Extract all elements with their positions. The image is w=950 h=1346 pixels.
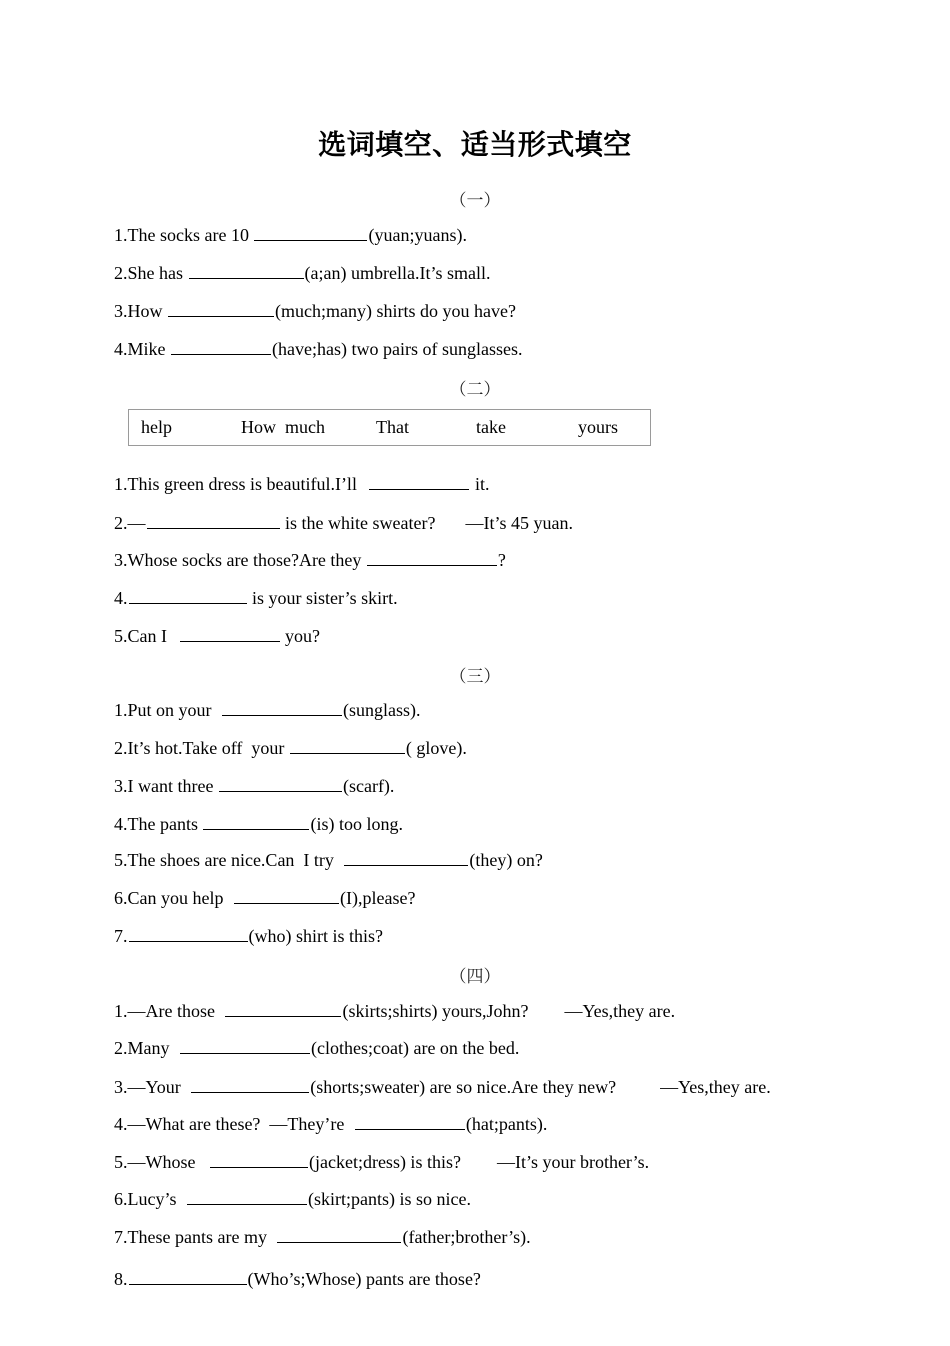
question-text: 4. [114, 588, 128, 608]
question-text: 3.Whose socks are those?Are they [114, 550, 366, 570]
question-text: (is) too long. [310, 814, 403, 834]
question-text: (jacket;dress) is this? [308, 1152, 461, 1172]
question-text: (skirt;pants) is so nice. [308, 1189, 471, 1209]
question-text: 7. [114, 926, 128, 946]
question-text: 4.The pants [114, 814, 203, 834]
answer-blank[interactable] [168, 300, 274, 317]
question-text: 1.The socks are 10 [114, 225, 254, 245]
answer-blank[interactable] [367, 549, 497, 566]
question-text: 2.Many [114, 1038, 174, 1058]
question-text: 4.Mike [114, 339, 170, 359]
question-text: (scarf). [342, 776, 395, 796]
answer-blank[interactable] [180, 1037, 310, 1054]
question-4-7 [114, 1226, 531, 1248]
answer-blank[interactable] [189, 262, 304, 279]
word-bank-item: help [141, 417, 172, 437]
answer-blank[interactable] [210, 1151, 308, 1168]
question-text: it. [470, 474, 490, 494]
question-3-1 [114, 699, 421, 721]
question-text: (have;has) two pairs of sunglasses. [272, 339, 523, 359]
answer-blank[interactable] [225, 1000, 341, 1017]
question-text: is the white sweater? [280, 513, 436, 533]
answer-blank[interactable] [129, 1268, 247, 1285]
answer-blank[interactable] [129, 587, 247, 604]
question-4-3 [114, 1076, 771, 1098]
question-text: 3.—Your [114, 1077, 186, 1097]
question-text: ? [497, 550, 506, 570]
question-4-6 [114, 1188, 471, 1210]
question-3-4 [114, 813, 403, 835]
answer-blank[interactable] [344, 849, 468, 866]
question-3-5 [114, 849, 543, 871]
question-text: 1.—Are those [114, 1001, 220, 1021]
word-bank [128, 409, 651, 446]
question-4-4 [114, 1113, 547, 1135]
question-text: 2.She has [114, 263, 188, 283]
section-heading-4: （四） [449, 967, 501, 986]
question-text: (Who’s;Whose) pants are those? [247, 1269, 481, 1289]
question-text: 6.Can you help [114, 888, 228, 908]
question-text: (hat;pants). [465, 1114, 548, 1134]
question-text: you? [280, 626, 320, 646]
question-text: 3.I want three [114, 776, 218, 796]
question-text: 6.Lucy’s [114, 1189, 181, 1209]
question-1-2 [114, 262, 490, 284]
question-3-7 [114, 925, 383, 947]
question-text: (sunglass). [343, 700, 421, 720]
section-heading-1: （一） [449, 191, 501, 210]
answer-reply: —Yes,they are. [564, 1001, 676, 1021]
question-text: 2.— [114, 513, 146, 533]
question-text: (skirts;shirts) yours,John? [342, 1001, 529, 1021]
word-bank-item: That [376, 417, 409, 437]
question-1-3 [114, 300, 516, 322]
question-text: ( glove). [405, 738, 467, 758]
section-heading-3: （三） [449, 667, 501, 686]
question-text: (clothes;coat) are on the bed. [311, 1038, 520, 1058]
answer-blank[interactable] [171, 338, 271, 355]
question-text: 2.It’s hot.Take off your [114, 738, 289, 758]
answer-blank[interactable] [355, 1113, 465, 1130]
question-text: 5.Can I [114, 626, 172, 646]
question-2-1 [114, 473, 489, 495]
answer-blank[interactable] [219, 775, 342, 792]
question-text: (they) on? [469, 850, 543, 870]
answer-blank[interactable] [147, 512, 280, 529]
question-4-1 [114, 1000, 675, 1022]
question-text: 5.—Whose [114, 1152, 200, 1172]
question-text: (who) shirt is this? [248, 926, 383, 946]
question-4-5 [114, 1151, 649, 1173]
question-1-1 [114, 224, 467, 246]
answer-reply: —Yes,they are. [660, 1077, 771, 1097]
question-text: 1.This green dress is beautiful.I’ll [114, 474, 362, 494]
question-text: (I),please? [340, 888, 416, 908]
question-1-4 [114, 338, 522, 360]
answer-reply: —It’s your brother’s. [496, 1152, 650, 1172]
page-title: 选词填空、适当形式填空 [318, 128, 632, 161]
answer-blank[interactable] [129, 925, 248, 942]
word-bank-item: How much [241, 417, 325, 437]
answer-blank[interactable] [369, 473, 469, 490]
word-bank-item: yours [578, 417, 618, 437]
question-text: 5.The shoes are nice.Can I try [114, 850, 339, 870]
question-text: (father;brother’s). [402, 1227, 531, 1247]
question-3-2 [114, 737, 467, 759]
question-2-2 [114, 512, 573, 534]
question-text: 8. [114, 1269, 128, 1289]
word-bank-item: take [476, 417, 506, 437]
question-3-3 [114, 775, 394, 797]
question-text: 3.How [114, 301, 167, 321]
answer-blank[interactable] [180, 625, 280, 642]
question-text: 1.Put on your [114, 700, 217, 720]
answer-blank[interactable] [203, 813, 309, 830]
answer-blank[interactable] [234, 887, 339, 904]
answer-reply: —It’s 45 yuan. [465, 513, 573, 533]
question-text: (shorts;sweater) are so nice.Are they new? [310, 1077, 617, 1097]
answer-blank[interactable] [290, 737, 405, 754]
question-4-2 [114, 1037, 519, 1059]
question-text: 4.—What are these? —They’re [114, 1114, 349, 1134]
answer-blank[interactable] [191, 1076, 309, 1093]
question-text: is your sister’s skirt. [247, 588, 398, 608]
question-2-4 [114, 587, 398, 609]
question-text: 7.These pants are my [114, 1227, 272, 1247]
question-2-5 [114, 625, 320, 647]
question-text: (yuan;yuans). [368, 225, 467, 245]
question-4-8 [114, 1268, 481, 1290]
question-text: (a;an) umbrella.It’s small. [304, 263, 491, 283]
answer-blank[interactable] [254, 224, 367, 241]
question-2-3 [114, 549, 506, 571]
question-text: (much;many) shirts do you have? [275, 301, 516, 321]
question-3-6 [114, 887, 415, 909]
answer-blank[interactable] [277, 1226, 401, 1243]
section-heading-2: （二） [449, 380, 501, 399]
answer-blank[interactable] [187, 1188, 307, 1205]
answer-blank[interactable] [222, 699, 342, 716]
